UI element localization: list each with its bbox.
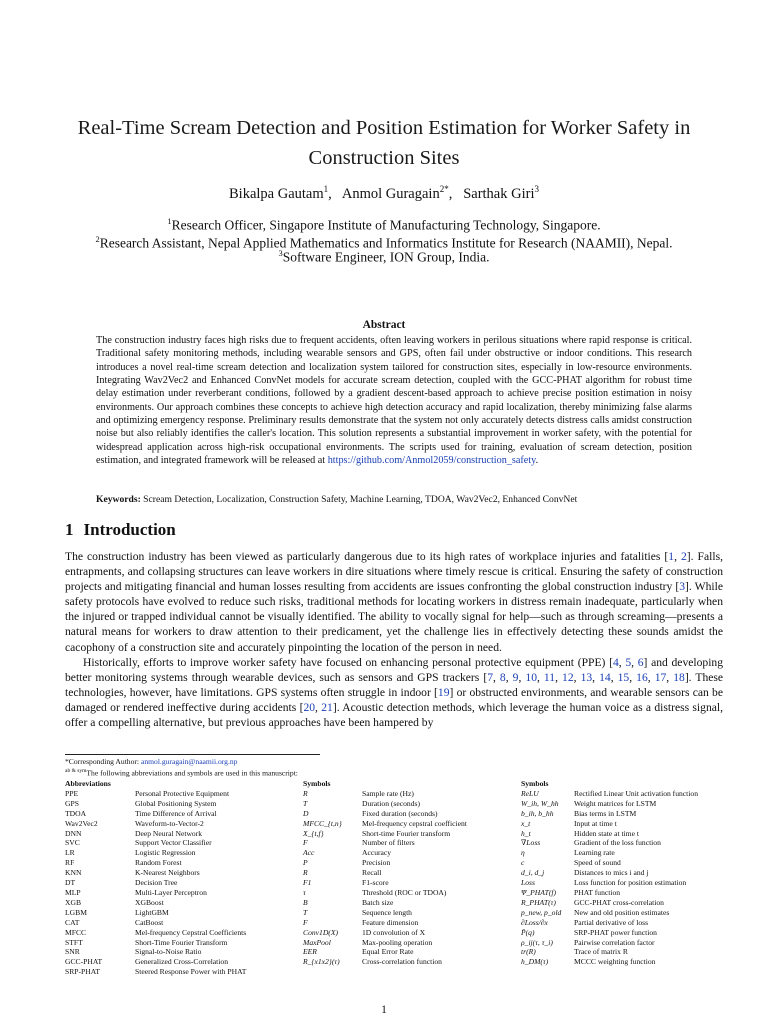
symbol-row <box>303 908 522 918</box>
symbol-row-term: ReLU <box>521 788 539 798</box>
symbol-row-definition: Threshold (ROC or TDOA) <box>362 887 447 897</box>
symbol-row-definition: Pairwise correlation factor <box>574 937 655 947</box>
symbol-row-term: ρ_ij(τ, τ_i) <box>521 937 553 947</box>
affiliation-1: $^1$Research Officer, Singapore Institute of Manufacturing Technology, Singapore. <box>167 216 601 233</box>
citation-link[interactable]: 1 <box>668 550 675 563</box>
symbol-row <box>303 848 522 858</box>
citation-link[interactable]: 15 <box>617 670 630 684</box>
symbol-row <box>303 789 522 799</box>
symbol-row <box>521 918 724 928</box>
abbreviation-row <box>65 789 303 799</box>
citation-link[interactable]: 3 <box>679 580 686 594</box>
section-heading: 1 Introduction <box>65 520 176 539</box>
symbol-row-definition: Partial derivative of loss <box>574 917 649 927</box>
abbreviation-row-term: SRP-PHAT <box>65 967 101 977</box>
footnote-rule <box>65 754 320 755</box>
symbol-row-definition: Learning rate <box>574 848 615 858</box>
symbol-row <box>303 938 522 948</box>
affiliation-2: $^2$Research Assistant, Nepal Applied Mathematics and Informatics Institute for Research (NAAMII), Nepal. <box>95 234 673 251</box>
symbol-row-definition: New and old position estimates <box>574 907 670 917</box>
symbol-row <box>521 888 724 898</box>
author-1: Bikalpa Gautam$^1$ <box>229 184 329 202</box>
abbreviation-row <box>65 898 303 908</box>
abbreviation-row <box>65 908 303 918</box>
author-list: Bikalpa Gautam$^1$, Anmol Guragain$^{2*}$, Sarthak Giri$^3$ <box>229 184 539 202</box>
abbreviations-table <box>65 779 303 977</box>
corresponding-author-note: *Corresponding Author: anmol.guragain@naamii.org.np <box>65 757 238 766</box>
symbol-row-definition: PHAT function <box>574 887 621 897</box>
abbreviation-row-definition: Signal-to-Noise Ratio <box>135 947 202 957</box>
citation-link[interactable]: 18 <box>673 670 685 684</box>
abbreviation-row <box>65 878 303 888</box>
symbol-row-term: p_new, p_old <box>521 907 562 917</box>
symbol-row-definition: Hidden state at time t <box>574 828 639 838</box>
corresponding-email-link[interactable]: anmol.guragain@naamii.org.np <box>140 757 238 766</box>
abstract-body: The construction industry faces high risks due to frequent accidents, often leaving workers in perilous situations where rapid response is critical. Traditional safety monitoring methods, including wearable sensors and GPS, often fail under obstructive or indoor conditions. This research introduces a novel real-time scream detection and localization system tailored for construction sites, especially in low-resource environments. Integrating Wav2Vec2 and Enhanced ConvNet models for accurate scream detection, coupled with the GCC-PHAT algorithm for robust time delay estimation under reverberant conditions, followed by a gradient descent-based approach to achieve precise position estimation in noisy environments. Our approach combines these concepts to achieve high detection accuracy and rapid localization, thereby minimizing false alarms and optimizing emergency response. Preliminary results demonstrate that the system not only accurately detects distress calls amidst construction noise but also reliably identifies the caller's location. This solution represents a substantial improvement in worker safety, with the potential for widespread application across high-risk occupational environments. The scripts used for training, evaluation of scream detection, position estimation, and integrated framework will be released at https://github.com/Anmol2059/construction_safety. <box>96 335 692 467</box>
citation-link[interactable]: 16 <box>636 670 648 684</box>
abbreviation-row-term: MFCC <box>65 927 87 937</box>
citation-link[interactable]: 13 <box>580 670 593 684</box>
abbreviation-row <box>65 868 303 878</box>
symbol-row <box>521 868 724 878</box>
symbol-row-term: tr(R) <box>521 947 536 957</box>
abbreviation-row-definition: Logistic Regression <box>135 848 196 858</box>
abbreviation-row-definition: Waveform-to-Vector-2 <box>135 818 204 828</box>
abbreviation-row <box>65 967 303 977</box>
symbol-row-definition: Precision <box>362 858 391 868</box>
symbol-row <box>303 898 522 908</box>
keywords: Keywords: Scream Detection, Localization, Construction Safety, Machine Learning, TDOA, Wav2Vec2, Enhanced ConvNet <box>96 494 578 505</box>
symbol-row-term: MFCC_{t,n} <box>303 818 342 828</box>
symbol-row <box>521 938 724 948</box>
abbreviation-row-definition: Steered Response Power with PHAT <box>135 967 247 977</box>
symbol-row <box>303 819 522 829</box>
symbols-table-2 <box>521 779 724 967</box>
symbol-row-term: F1 <box>303 878 312 888</box>
abbreviation-row <box>65 809 303 819</box>
abbreviation-row <box>65 848 303 858</box>
symbol-row-definition: Loss function for position estimation <box>574 878 687 888</box>
symbol-row-term: τ <box>303 887 306 897</box>
symbol-row-definition: 1D convolution of X <box>362 927 426 937</box>
symbol-row-definition: SRP-PHAT power function <box>574 927 657 937</box>
introduction-body <box>65 549 723 730</box>
abbreviation-row-definition: LightGBM <box>135 907 169 917</box>
citation-link[interactable]: 2 <box>681 550 687 563</box>
symbols-header-1: Symbols <box>303 779 331 788</box>
symbol-row <box>303 947 522 957</box>
symbol-row-term: h_t <box>521 828 531 838</box>
symbol-row-definition: Weight matrices for LSTM <box>574 798 657 808</box>
symbol-row-term: d_i, d_j <box>521 868 545 878</box>
abbreviation-row-definition: Mel-frequency Cepstral Coefficients <box>135 927 247 937</box>
abbreviation-row <box>65 928 303 938</box>
abbreviation-row-definition: Generalized Cross-Correlation <box>135 957 228 967</box>
citation-link[interactable]: 9 <box>512 670 519 684</box>
symbol-row-term: η <box>521 848 525 858</box>
citation-link[interactable]: 8 <box>499 670 506 684</box>
symbols-header-2: Symbols <box>521 779 549 788</box>
abbreviation-row-term: TDOA <box>65 808 87 818</box>
symbol-row-definition: Sample rate (Hz) <box>362 788 414 798</box>
symbol-row-term: R_PHAT(τ) <box>521 897 556 907</box>
abbreviation-row-definition: Time Difference of Arrival <box>135 808 217 818</box>
symbol-row-definition: Speed of sound <box>574 858 621 868</box>
citation-link[interactable]: 19 <box>437 685 450 699</box>
abbreviation-row-term: CAT <box>65 917 80 927</box>
symbol-row <box>521 848 724 858</box>
abbreviation-row-term: GPS <box>65 798 79 808</box>
intro-paragraph-1: The construction industry has been viewed as particularly dangerous due to its high rates of workplace injuries and fatalities [1, 2]. Falls, entrapments, and collapsing structures can leave workers in dire situations where timely rescue is critical. Ensuring the safety of construction projects and mitigating financial and human losses resulting from accidents are issues confronting the global construction industry [3]. While safety protocols have evolved to reduce such risks, traditional methods for locating workers in distress remain inadequate, particularly when the injured or trapped individual cannot be visually identified. The ability to vocally signal for help—such as through screaming—presents a natural means for workers to draw attention to their predicament, yet the challenge lies in effectively detecting these sounds amidst the cacophony of a construction site and accurately pinpointing the location of the person in need. <box>65 550 723 654</box>
abbreviation-note: $^{ab \& sym}$The following abbreviations and symbols are used in this manuscript: <box>65 767 298 778</box>
abbreviation-row-term: DT <box>65 878 76 888</box>
abbreviation-row-term: PPE <box>65 788 79 798</box>
abbreviation-row-term: DNN <box>65 828 82 838</box>
symbol-row-definition: Batch size <box>362 897 394 907</box>
symbol-row-definition: Equal Error Rate <box>362 947 414 957</box>
symbol-row-definition: Sequence length <box>362 907 412 917</box>
citation-link[interactable]: 14 <box>599 670 611 684</box>
citation-link[interactable]: 12 <box>562 670 574 684</box>
symbol-row <box>303 809 522 819</box>
symbol-row-term: MaxPool <box>303 937 331 947</box>
abbreviation-row <box>65 838 303 848</box>
symbol-row <box>521 878 724 888</box>
abbreviation-row-term: XGB <box>65 897 82 907</box>
abbreviation-row-definition: Random Forest <box>135 858 182 868</box>
symbol-row-term: D <box>303 808 309 818</box>
abbreviation-row <box>65 829 303 839</box>
abbreviation-row-term: MLP <box>65 887 81 897</box>
symbol-row <box>303 928 522 938</box>
symbol-row-term: P̂(q) <box>521 927 535 937</box>
symbol-row-definition: Accuracy <box>362 848 392 858</box>
symbol-row-term: b_ih, b_hh <box>521 808 554 818</box>
symbol-row <box>521 957 724 967</box>
abbreviation-row <box>65 957 303 967</box>
abbreviation-row-term: RF <box>65 858 75 868</box>
symbol-row-definition: Trace of matrix R <box>574 947 628 957</box>
abbreviation-row-definition: XGBoost <box>135 897 164 907</box>
abbreviation-row-term: SVC <box>65 838 80 848</box>
symbol-row-term: W_ih, W_hh <box>521 798 559 808</box>
symbol-row-definition: Duration (seconds) <box>362 798 420 808</box>
symbol-row <box>521 799 724 809</box>
symbol-row-definition: Short-time Fourier transform <box>362 828 451 838</box>
abbreviations-header: Abbreviations <box>65 779 111 788</box>
citation-link[interactable]: 10 <box>525 670 537 684</box>
symbol-row-term: ∂Loss/∂x <box>521 917 548 927</box>
symbol-row-definition: Feature dimension <box>362 917 419 927</box>
symbol-row <box>521 858 724 868</box>
symbol-row-definition: Number of filters <box>362 838 415 848</box>
author-3: Sarthak Giri$^3$ <box>463 184 539 202</box>
symbol-row <box>303 957 522 967</box>
abbreviation-row-term: LGBM <box>65 907 87 917</box>
symbol-row <box>521 789 724 799</box>
symbol-row-definition: Rectified Linear Unit activation function <box>574 788 698 798</box>
symbol-row-term: F <box>303 838 308 848</box>
abbreviation-row-term: LR <box>65 848 75 858</box>
abbreviation-row-definition: Global Positioning System <box>135 798 217 808</box>
abbreviation-row-term: KNN <box>65 868 82 878</box>
symbol-row-term: F <box>303 917 308 927</box>
abbreviation-row-definition: K-Nearest Neighbors <box>135 868 200 878</box>
citation-link[interactable]: 4 <box>612 655 619 669</box>
abbreviation-row-definition: Multi-Layer Perceptron <box>135 887 207 897</box>
symbol-row-term: EER <box>303 947 317 957</box>
symbol-row-term: B <box>303 897 308 907</box>
symbol-row <box>303 888 522 898</box>
symbol-row <box>303 858 522 868</box>
abbreviation-row-definition: Deep Neural Network <box>135 828 203 838</box>
symbol-row-term: ∇Loss <box>521 838 541 848</box>
citation-link[interactable]: 6 <box>637 655 644 669</box>
abbreviation-row-term: Wav2Vec2 <box>65 818 98 828</box>
symbol-row <box>303 878 522 888</box>
abbreviation-row-definition: Support Vector Classifier <box>135 838 212 848</box>
symbol-row-definition: Recall <box>362 868 382 878</box>
abbreviation-row <box>65 918 303 928</box>
abbreviation-row-term: STFT <box>65 937 83 947</box>
symbol-row <box>303 868 522 878</box>
symbol-row-term: R <box>303 868 308 878</box>
abbreviation-row-definition: Short-Time Fourier Transform <box>135 937 228 947</box>
abbreviation-row-definition: CatBoost <box>135 917 164 927</box>
symbol-row-definition: Max-pooling operation <box>362 937 433 947</box>
symbol-row-definition: Distances to mics i and j <box>574 868 649 878</box>
citation-link[interactable]: 21 <box>321 700 333 714</box>
symbol-row-term: h_DM(τ) <box>521 957 549 967</box>
symbol-row <box>521 947 724 957</box>
affiliation-3: $^3$Software Engineer, ION Group, India. <box>278 248 490 265</box>
symbol-row-term: x_t <box>521 818 531 828</box>
symbols-table-1 <box>303 779 522 967</box>
symbol-row-definition: Cross-correlation function <box>362 957 442 967</box>
symbol-row-term: P <box>303 858 308 868</box>
citation-link[interactable]: 17 <box>654 670 667 684</box>
intro-paragraph-2: Historically, efforts to improve worker safety have focused on enhancing personal protective equipment (PPE) [4, 5, 6] and developing better monitoring systems through wearable devices, such as sensors and GPS trackers [7, 8, 9, 10, 11, 12, 13, 14, 15, 16, 17, 18]. These technologies, however, have limitations. GPS systems often struggle in indoor [19] or obstructed environments, and wearable sensors can be damaged or rendered ineffective during accidents [20, 21]. Acoustic detection methods, which leverage the human voice as a distress signal, offer a compelling alternative, but previous approaches have been hampered by <box>65 655 724 730</box>
code-repo-link[interactable]: https://github.com/Anmol2059/construction_safety <box>327 455 536 467</box>
abbreviation-row-definition: Personal Protective Equipment <box>135 788 230 798</box>
symbol-row <box>521 898 724 908</box>
symbol-row-definition: MCCC weighting function <box>574 957 656 967</box>
symbol-row <box>303 918 522 928</box>
page-number: 1 <box>381 1004 387 1016</box>
footnote <box>65 757 298 778</box>
symbol-row <box>303 838 522 848</box>
symbol-row <box>521 819 724 829</box>
symbol-row <box>303 829 522 839</box>
symbol-row <box>521 829 724 839</box>
symbol-row-definition: F1-score <box>362 878 389 888</box>
symbol-row-term: T <box>303 798 308 808</box>
symbol-row <box>521 908 724 918</box>
symbol-row-definition: Input at time t <box>574 818 617 828</box>
abbreviation-row-term: SNR <box>65 947 80 957</box>
abbreviation-row <box>65 938 303 948</box>
abstract-heading: Abstract <box>362 319 406 331</box>
symbol-row-term: T <box>303 907 308 917</box>
symbol-row-term: Ψ_PHAT(f) <box>521 887 557 897</box>
symbol-row-definition: Fixed duration (seconds) <box>362 808 438 818</box>
abbreviation-row <box>65 888 303 898</box>
citation-link[interactable]: 20 <box>303 700 316 714</box>
symbol-row-term: Conv1D(X) <box>303 927 339 937</box>
symbol-row-definition: Mel-frequency cepstral coefficient <box>362 818 467 828</box>
abbreviation-row <box>65 947 303 957</box>
abbreviation-row <box>65 858 303 868</box>
abbreviation-row-term: GCC-PHAT <box>65 957 103 967</box>
symbol-row-term: Acc <box>303 848 315 858</box>
author-2: Anmol Guragain$^{2*}$ <box>341 184 449 202</box>
abbreviation-row-definition: Decision Tree <box>135 878 178 888</box>
symbol-row-definition: Bias terms in LSTM <box>574 808 637 818</box>
abbreviation-row <box>65 819 303 829</box>
abbreviation-row <box>65 799 303 809</box>
symbol-row <box>521 809 724 819</box>
symbol-row-definition: Gradient of the loss function <box>574 838 661 848</box>
symbol-row <box>521 838 724 848</box>
symbol-row <box>303 799 522 809</box>
citation-link[interactable]: 7 <box>487 670 493 684</box>
symbol-row-term: R_{x1x2}(τ) <box>303 957 340 967</box>
symbol-row-term: R <box>303 788 308 798</box>
citation-link[interactable]: 5 <box>625 655 632 669</box>
symbol-row-term: c <box>521 858 525 868</box>
symbol-row-term: X_{t,f} <box>303 828 324 838</box>
symbol-row-term: Loss <box>521 878 535 888</box>
citation-link[interactable]: 11 <box>543 670 556 684</box>
symbol-row-definition: GCC-PHAT cross-correlation <box>574 897 664 907</box>
paper-title: Real-Time Scream Detection and Position Estimation for Worker Safety in Construction Sites <box>77 117 691 169</box>
symbol-row <box>521 928 724 938</box>
